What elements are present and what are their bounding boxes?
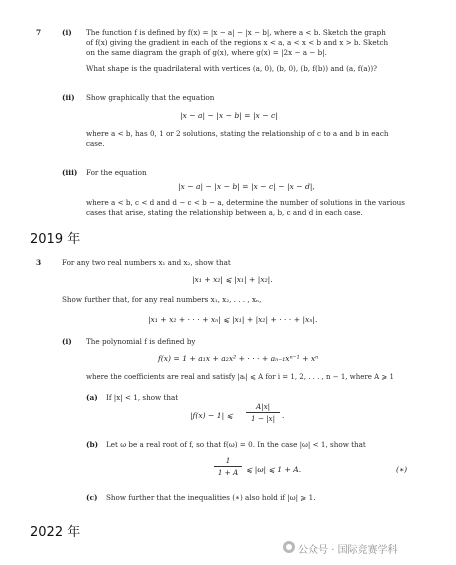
- q3-a-lhs: |f(x) − 1| ⩽: [190, 411, 233, 420]
- fraction-bar: [246, 412, 280, 413]
- question-number-7: 7: [36, 28, 42, 37]
- watermark-channel: 公众号: [298, 545, 328, 556]
- q3-a-fraction: [246, 402, 280, 423]
- q7-ii-line3: case.: [86, 139, 105, 148]
- q7-iii-line2: where a < b, c < d and d − c < b − a, determine the number of solutions in the various: [86, 198, 405, 207]
- q3-i-equation: f(x) = 1 + a₁x + a₂x² + · · · + aₙ₋₁xⁿ⁻¹ + xⁿ: [158, 354, 319, 363]
- q7-iii-line1: For the equation: [86, 168, 147, 177]
- q3-equation-2: |x₁ + x₂ + · · · + xₙ| ⩽ |x₁| + |x₂| + · · · + |xₙ|.: [148, 315, 318, 324]
- part-label-i: (i): [62, 28, 72, 37]
- part-label-i-q3: (i): [62, 337, 72, 346]
- q3-a-numerator: A|x|: [255, 402, 271, 411]
- subpart-label-a: (a): [86, 393, 98, 402]
- q7-i-line4: What shape is the quadrilateral with vertices (a, 0), (b, 0), (b, f(b)) and (a, f(a))?: [86, 64, 377, 73]
- q3-b-numerator: 1: [225, 456, 231, 465]
- q7-iii-line3: cases that arise, stating the relationship between a, b, c and d in each case.: [86, 208, 363, 217]
- year-heading-2019: 2019 年: [30, 232, 81, 247]
- q7-ii-line1: Show graphically that the equation: [86, 93, 215, 102]
- watermark-separator: ·: [331, 545, 335, 556]
- subpart-label-c: (c): [86, 493, 98, 502]
- q3-b-denominator: 1 + A: [217, 468, 239, 477]
- q3-line2: Show further that, for any real numbers x₁, x₂, . . . , xₙ,: [62, 295, 262, 304]
- question-number-3: 3: [36, 258, 42, 267]
- q3-a-text: If |x| < 1, show that: [106, 393, 179, 402]
- q3-b-tag: (∗): [396, 465, 408, 474]
- q3-line1: For any two real numbers x₁ and x₂, show that: [62, 258, 231, 267]
- q3-b-fraction: [214, 456, 242, 477]
- q3-c-text: Show further that the inequalities (∗) also hold if |ω| ⩾ 1.: [106, 493, 316, 502]
- q7-i-line2: of f(x) giving the gradient in each of the regions x < a, a < x < b and x > b. Sketch: [86, 38, 389, 47]
- watermark: [298, 541, 398, 556]
- part-label-ii: (ii): [62, 93, 75, 102]
- q3-a-denominator: 1 − |x|: [250, 414, 276, 423]
- q3-i-line2: where the coefficients are real and satisfy |aᵢ| ⩽ A for i = 1, 2, . . . , n − 1, where A ⩾ 1: [86, 373, 394, 381]
- q3-a-end: .: [282, 411, 285, 420]
- q7-i-line3: on the same diagram the graph of g(x), where g(x) = |2x − a − b|.: [86, 48, 327, 57]
- fraction-bar: [214, 466, 242, 467]
- subpart-label-b: (b): [86, 440, 99, 449]
- q3-equation-1: |x₁ + x₂| ⩽ |x₁| + |x₂|.: [192, 275, 273, 284]
- q3-b-rhs: ⩽ |ω| ⩽ 1 + A.: [246, 465, 302, 474]
- year-heading-2022: 2022 年: [30, 525, 81, 540]
- q7-ii-line2: where a < b, has 0, 1 or 2 solutions, stating the relationship of c to a and b in each: [86, 129, 389, 138]
- watermark-name: 国际竞赛学科: [337, 545, 398, 556]
- q7-iii-equation: |x − a| − |x − b| = |x − c| − |x − d|,: [178, 182, 315, 191]
- wechat-icon: [283, 541, 295, 553]
- q7-i-line1: The function f is defined by f(x) = |x − a| − |x − b|, where a < b. Sketch the graph: [86, 28, 386, 37]
- part-label-iii: (iii): [62, 168, 78, 177]
- q3-i-line1: The polynomial f is defined by: [86, 337, 196, 346]
- q3-b-text: Let ω be a real root of f, so that f(ω) = 0. In the case |ω| < 1, show that: [106, 440, 366, 449]
- q7-ii-equation: |x − a| − |x − b| = |x − c|: [180, 111, 278, 120]
